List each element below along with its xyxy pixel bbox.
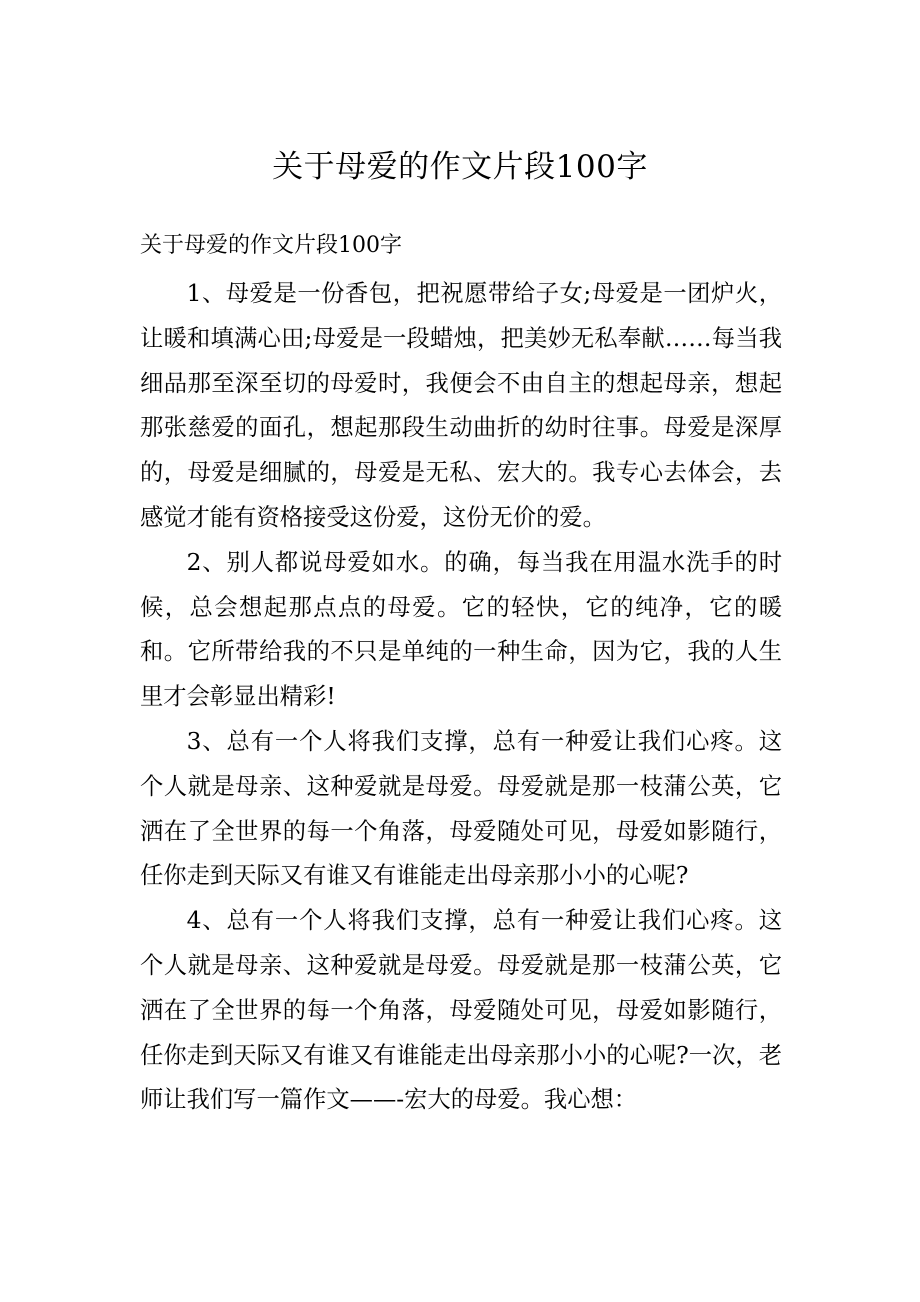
- document-title: 关于母爱的作文片段100字: [272, 149, 648, 185]
- paragraph-4: 4、总有一个人将我们支撑，总有一种爱让我们心疼。这个人就是母亲、这种爱就是母爱。母爱就是那一枝蒲公英，它洒在了全世界的每一个角落，母爱随处可见，母爱如影随行，任你走到天际又有谁又有谁能走出母亲那小小的心呢?一次，老师让我们写一篇作文——-宏大的母爱。我心想：: [140, 907, 782, 1114]
- paragraph-3: 3、总有一个人将我们支撑，总有一种爱让我们心疼。这个人就是母亲、这种爱就是母爱。母爱就是那一枝蒲公英，它洒在了全世界的每一个角落，母爱随处可见，母爱如影随行，任你走到天际又有谁又有谁能走出母亲那小小的心呢?: [140, 727, 782, 890]
- document-body: [140, 272, 782, 1123]
- paragraph-2: 2、别人都说母爱如水。的确，每当我在用温水洗手的时候，总会想起那点点的母爱。它的轻快，它的纯净，它的暖和。它所带给我的不只是单纯的一种生命，因为它，我的人生里才会彰显出精彩!: [140, 548, 782, 711]
- document-subtitle: 关于母爱的作文片段100字: [140, 233, 402, 258]
- paragraph-1: 1、母爱是一份香包，把祝愿带给子女;母爱是一团炉火，让暖和填满心田;母爱是一段蜡烛，把美妙无私奉献……每当我细品那至深至切的母爱时，我便会不由自主的想起母亲，想起那张慈爱的面孔，想起那段生动曲折的幼时往事。母爱是深厚的，母爱是细腻的，母爱是无私、宏大的。我专心去体会，去感觉才能有资格接受这份爱，这份无价的爱。: [140, 280, 782, 531]
